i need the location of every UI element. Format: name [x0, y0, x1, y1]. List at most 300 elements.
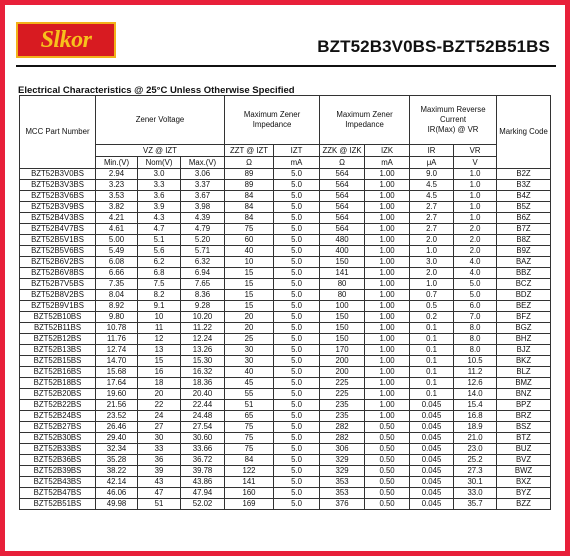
cell-vr: 33.0	[454, 488, 497, 499]
cell-ir: 0.7	[410, 290, 454, 301]
header-row-units	[20, 157, 551, 169]
cell-vr: 6.0	[454, 301, 497, 312]
cell-ir: 2.7	[410, 213, 454, 224]
cell-zzt: 84	[225, 455, 274, 466]
cell-vz-min: 21.56	[96, 400, 138, 411]
cell-izk: 1.00	[365, 257, 410, 268]
cell-ir: 4.5	[410, 191, 454, 202]
cell-marking-code: B8Z	[497, 235, 551, 246]
table-row	[20, 378, 551, 389]
cell-part-number: BZT52B3V3BS	[20, 180, 96, 191]
cell-marking-code: BMZ	[497, 378, 551, 389]
cell-izk: 0.50	[365, 477, 410, 488]
cell-vz-nom: 51	[138, 499, 181, 510]
cell-vz-min: 32.34	[96, 444, 138, 455]
cell-part-number: BZT52B4V3BS	[20, 213, 96, 224]
cell-izt: 5.0	[274, 433, 320, 444]
cell-ir: 0.045	[410, 433, 454, 444]
cell-vz-max: 18.36	[181, 378, 225, 389]
table-row	[20, 345, 551, 356]
cell-zzk: 150	[320, 312, 365, 323]
cell-vz-nom: 7.5	[138, 279, 181, 290]
cell-izk: 1.00	[365, 202, 410, 213]
unit-izt-ma: mA	[274, 157, 320, 169]
cell-ir: 1.0	[410, 246, 454, 257]
cell-marking-code: BYZ	[497, 488, 551, 499]
cell-part-number: BZT52B3V9BS	[20, 202, 96, 213]
cell-zzk: 353	[320, 488, 365, 499]
header-zzk-at-izk: ZZK @ IZK	[320, 145, 365, 157]
cell-izt: 5.0	[274, 422, 320, 433]
cell-vz-nom: 6.8	[138, 268, 181, 279]
cell-ir: 2.7	[410, 202, 454, 213]
cell-izk: 1.00	[365, 334, 410, 345]
cell-izt: 5.0	[274, 224, 320, 235]
cell-vz-min: 8.92	[96, 301, 138, 312]
cell-marking-code: BSZ	[497, 422, 551, 433]
cell-zzk: 80	[320, 279, 365, 290]
table-row	[20, 488, 551, 499]
cell-izt: 5.0	[274, 268, 320, 279]
cell-marking-code: BJZ	[497, 345, 551, 356]
cell-vr: 25.2	[454, 455, 497, 466]
cell-vz-min: 3.23	[96, 180, 138, 191]
cell-vz-nom: 6.2	[138, 257, 181, 268]
cell-zzk: 329	[320, 466, 365, 477]
table-row	[20, 268, 551, 279]
cell-vr: 1.0	[454, 202, 497, 213]
cell-zzk: 400	[320, 246, 365, 257]
cell-part-number: BZT52B39BS	[20, 466, 96, 477]
cell-part-number: BZT52B6V2BS	[20, 257, 96, 268]
cell-vr: 8.0	[454, 323, 497, 334]
cell-izk: 1.00	[365, 290, 410, 301]
cell-vz-min: 29.40	[96, 433, 138, 444]
header-max-zener-impedance: Maximum Zener Impedance	[225, 96, 320, 145]
cell-vr: 1.0	[454, 191, 497, 202]
table-row	[20, 444, 551, 455]
cell-vz-max: 16.32	[181, 367, 225, 378]
table-row	[20, 334, 551, 345]
cell-izk: 1.00	[365, 367, 410, 378]
cell-vr: 1.0	[454, 169, 497, 180]
cell-izk: 0.50	[365, 466, 410, 477]
cell-vz-max: 27.54	[181, 422, 225, 433]
cell-zzt: 75	[225, 444, 274, 455]
cell-vz-max: 3.06	[181, 169, 225, 180]
cell-marking-code: B3Z	[497, 180, 551, 191]
cell-ir: 0.045	[410, 455, 454, 466]
cell-vz-nom: 13	[138, 345, 181, 356]
cell-zzt: 75	[225, 433, 274, 444]
cell-izk: 0.50	[365, 422, 410, 433]
cell-vz-max: 11.22	[181, 323, 225, 334]
header-max-zener-impedance-2: Maximum Zener Impedance	[320, 96, 410, 145]
cell-vz-min: 9.80	[96, 312, 138, 323]
cell-vz-max: 13.26	[181, 345, 225, 356]
cell-ir: 0.1	[410, 356, 454, 367]
cell-ir: 0.1	[410, 378, 454, 389]
cell-vz-max: 3.67	[181, 191, 225, 202]
section-title: Electrical Characteristics @ 25°C Unless Otherwise Specified	[18, 85, 295, 96]
cell-izk: 1.00	[365, 268, 410, 279]
cell-izk: 1.00	[365, 356, 410, 367]
table-row	[20, 180, 551, 191]
cell-vz-min: 46.06	[96, 488, 138, 499]
cell-izk: 1.00	[365, 378, 410, 389]
cell-part-number: BZT52B7V5BS	[20, 279, 96, 290]
cell-marking-code: BVZ	[497, 455, 551, 466]
cell-zzk: 564	[320, 191, 365, 202]
cell-ir: 0.045	[410, 477, 454, 488]
table-row	[20, 411, 551, 422]
cell-vr: 35.7	[454, 499, 497, 510]
cell-izt: 5.0	[274, 323, 320, 334]
cell-izk: 1.00	[365, 213, 410, 224]
cell-part-number: BZT52B18BS	[20, 378, 96, 389]
cell-vz-nom: 9.1	[138, 301, 181, 312]
cell-vz-max: 20.40	[181, 389, 225, 400]
cell-marking-code: BGZ	[497, 323, 551, 334]
cell-zzt: 89	[225, 180, 274, 191]
header-divider	[16, 65, 556, 67]
cell-marking-code: B9Z	[497, 246, 551, 257]
datasheet-header	[16, 16, 556, 66]
unit-max-v: Max.(V)	[181, 157, 225, 169]
cell-marking-code: BHZ	[497, 334, 551, 345]
cell-vz-min: 10.78	[96, 323, 138, 334]
cell-zzt: 10	[225, 257, 274, 268]
cell-vz-max: 9.28	[181, 301, 225, 312]
cell-part-number: BZT52B27BS	[20, 422, 96, 433]
cell-ir: 0.1	[410, 345, 454, 356]
cell-vz-nom: 5.1	[138, 235, 181, 246]
cell-vr: 1.0	[454, 180, 497, 191]
cell-vz-min: 2.94	[96, 169, 138, 180]
cell-zzt: 30	[225, 356, 274, 367]
cell-vz-nom: 24	[138, 411, 181, 422]
cell-zzk: 564	[320, 180, 365, 191]
cell-ir: 9.0	[410, 169, 454, 180]
slkor-logo	[16, 22, 116, 58]
cell-vz-min: 49.98	[96, 499, 138, 510]
cell-vz-max: 15.30	[181, 356, 225, 367]
cell-vr: 23.0	[454, 444, 497, 455]
cell-ir: 0.1	[410, 323, 454, 334]
cell-izk: 1.00	[365, 169, 410, 180]
cell-vz-max: 24.48	[181, 411, 225, 422]
cell-vz-max: 47.94	[181, 488, 225, 499]
cell-vz-max: 6.32	[181, 257, 225, 268]
cell-marking-code: BKZ	[497, 356, 551, 367]
cell-vz-nom: 20	[138, 389, 181, 400]
cell-izk: 0.50	[365, 499, 410, 510]
header-row-params	[20, 145, 551, 157]
cell-marking-code: BPZ	[497, 400, 551, 411]
cell-vr: 8.0	[454, 345, 497, 356]
header-zzt-at-izt: ZZT @ IZT	[225, 145, 274, 157]
cell-zzt: 15	[225, 290, 274, 301]
cell-part-number: BZT52B36BS	[20, 455, 96, 466]
cell-ir: 0.045	[410, 400, 454, 411]
cell-vr: 2.0	[454, 224, 497, 235]
cell-zzt: 40	[225, 246, 274, 257]
cell-vz-nom: 3.6	[138, 191, 181, 202]
cell-zzk: 480	[320, 235, 365, 246]
cell-zzt: 160	[225, 488, 274, 499]
cell-ir: 0.045	[410, 422, 454, 433]
cell-vz-max: 39.78	[181, 466, 225, 477]
cell-izk: 0.50	[365, 488, 410, 499]
cell-zzt: 45	[225, 378, 274, 389]
cell-izt: 5.0	[274, 411, 320, 422]
table-body	[20, 169, 551, 510]
cell-part-number: BZT52B10BS	[20, 312, 96, 323]
table-row	[20, 257, 551, 268]
cell-vz-min: 5.49	[96, 246, 138, 257]
cell-zzt: 75	[225, 224, 274, 235]
cell-zzk: 150	[320, 334, 365, 345]
cell-izt: 5.0	[274, 455, 320, 466]
cell-zzk: 564	[320, 213, 365, 224]
cell-izk: 1.00	[365, 224, 410, 235]
cell-zzk: 235	[320, 400, 365, 411]
cell-zzt: 15	[225, 301, 274, 312]
cell-izt: 5.0	[274, 213, 320, 224]
table-row	[20, 433, 551, 444]
cell-vz-max: 5.71	[181, 246, 225, 257]
cell-izt: 5.0	[274, 378, 320, 389]
cell-ir: 0.045	[410, 444, 454, 455]
cell-vz-max: 22.44	[181, 400, 225, 411]
cell-vz-nom: 3.0	[138, 169, 181, 180]
table-row	[20, 290, 551, 301]
cell-marking-code: BXZ	[497, 477, 551, 488]
cell-vz-min: 19.60	[96, 389, 138, 400]
cell-vr: 16.8	[454, 411, 497, 422]
table-row	[20, 455, 551, 466]
cell-zzt: 84	[225, 191, 274, 202]
table-row	[20, 301, 551, 312]
cell-vz-max: 7.65	[181, 279, 225, 290]
cell-zzt: 84	[225, 202, 274, 213]
cell-vz-nom: 15	[138, 356, 181, 367]
cell-vz-min: 38.22	[96, 466, 138, 477]
header-izk: IZK	[365, 145, 410, 157]
cell-vz-max: 52.02	[181, 499, 225, 510]
cell-vz-max: 36.72	[181, 455, 225, 466]
cell-izt: 5.0	[274, 257, 320, 268]
cell-vz-min: 5.00	[96, 235, 138, 246]
cell-part-number: BZT52B9V1BS	[20, 301, 96, 312]
cell-vr: 5.0	[454, 279, 497, 290]
cell-vz-min: 35.28	[96, 455, 138, 466]
table-row	[20, 477, 551, 488]
cell-part-number: BZT52B43BS	[20, 477, 96, 488]
cell-izt: 5.0	[274, 466, 320, 477]
cell-izt: 5.0	[274, 488, 320, 499]
header-vr: VR	[454, 145, 497, 157]
cell-vr: 8.0	[454, 334, 497, 345]
cell-part-number: BZT52B5V6BS	[20, 246, 96, 257]
cell-marking-code: BZZ	[497, 499, 551, 510]
cell-vr: 7.0	[454, 312, 497, 323]
part-range-title: BZT52B3V0BS-BZT52B51BS	[317, 37, 550, 56]
cell-izt: 5.0	[274, 246, 320, 257]
cell-part-number: BZT52B20BS	[20, 389, 96, 400]
cell-izt: 5.0	[274, 301, 320, 312]
cell-zzk: 80	[320, 290, 365, 301]
cell-vz-min: 17.64	[96, 378, 138, 389]
cell-vz-min: 3.82	[96, 202, 138, 213]
cell-zzt: 51	[225, 400, 274, 411]
cell-zzt: 40	[225, 367, 274, 378]
cell-vz-nom: 3.9	[138, 202, 181, 213]
table-row	[20, 499, 551, 510]
cell-izt: 5.0	[274, 477, 320, 488]
cell-marking-code: BCZ	[497, 279, 551, 290]
cell-marking-code: B5Z	[497, 202, 551, 213]
cell-marking-code: BUZ	[497, 444, 551, 455]
header-ir: IR	[410, 145, 454, 157]
cell-vz-nom: 22	[138, 400, 181, 411]
cell-vz-nom: 4.7	[138, 224, 181, 235]
cell-marking-code: BTZ	[497, 433, 551, 444]
cell-vz-min: 4.61	[96, 224, 138, 235]
cell-vz-min: 12.74	[96, 345, 138, 356]
cell-part-number: BZT52B6V8BS	[20, 268, 96, 279]
cell-marking-code: BEZ	[497, 301, 551, 312]
cell-zzk: 282	[320, 422, 365, 433]
cell-ir: 1.0	[410, 279, 454, 290]
cell-zzt: 84	[225, 213, 274, 224]
cell-izk: 0.50	[365, 455, 410, 466]
cell-vz-max: 4.79	[181, 224, 225, 235]
cell-izt: 5.0	[274, 356, 320, 367]
header-marking-code: Marking Code	[497, 96, 551, 169]
cell-vr: 5.0	[454, 290, 497, 301]
cell-vr: 4.0	[454, 268, 497, 279]
cell-marking-code: BWZ	[497, 466, 551, 477]
table-row	[20, 224, 551, 235]
cell-vr: 10.5	[454, 356, 497, 367]
cell-vz-max: 12.24	[181, 334, 225, 345]
cell-zzt: 89	[225, 169, 274, 180]
cell-zzt: 20	[225, 323, 274, 334]
table-row	[20, 213, 551, 224]
cell-ir: 0.045	[410, 488, 454, 499]
table-row	[20, 466, 551, 477]
cell-zzk: 100	[320, 301, 365, 312]
cell-part-number: BZT52B24BS	[20, 411, 96, 422]
cell-vz-max: 5.20	[181, 235, 225, 246]
header-vz-at-izt: VZ @ IZT	[96, 145, 225, 157]
cell-marking-code: B6Z	[497, 213, 551, 224]
table-row	[20, 202, 551, 213]
unit-zzt-ohm: Ω	[225, 157, 274, 169]
cell-marking-code: BFZ	[497, 312, 551, 323]
cell-zzk: 200	[320, 356, 365, 367]
cell-zzt: 75	[225, 422, 274, 433]
cell-zzk: 564	[320, 202, 365, 213]
cell-izk: 1.00	[365, 246, 410, 257]
cell-izt: 5.0	[274, 345, 320, 356]
cell-ir: 0.045	[410, 499, 454, 510]
cell-izt: 5.0	[274, 180, 320, 191]
cell-vz-min: 7.35	[96, 279, 138, 290]
table-row	[20, 400, 551, 411]
cell-marking-code: BAZ	[497, 257, 551, 268]
cell-part-number: BZT52B3V0BS	[20, 169, 96, 180]
cell-izk: 1.00	[365, 411, 410, 422]
cell-vz-min: 14.70	[96, 356, 138, 367]
cell-zzk: 329	[320, 455, 365, 466]
table-row	[20, 323, 551, 334]
cell-marking-code: B4Z	[497, 191, 551, 202]
cell-ir: 2.0	[410, 268, 454, 279]
cell-vr: 30.1	[454, 477, 497, 488]
cell-vz-max: 8.36	[181, 290, 225, 301]
cell-vz-min: 11.76	[96, 334, 138, 345]
cell-vr: 11.2	[454, 367, 497, 378]
cell-part-number: BZT52B33BS	[20, 444, 96, 455]
cell-vr: 15.4	[454, 400, 497, 411]
table-row	[20, 246, 551, 257]
cell-zzt: 25	[225, 334, 274, 345]
cell-vz-nom: 10	[138, 312, 181, 323]
cell-izk: 1.00	[365, 235, 410, 246]
cell-izt: 5.0	[274, 312, 320, 323]
cell-part-number: BZT52B16BS	[20, 367, 96, 378]
cell-izt: 5.0	[274, 290, 320, 301]
cell-zzt: 55	[225, 389, 274, 400]
cell-vz-nom: 43	[138, 477, 181, 488]
cell-vr: 2.0	[454, 246, 497, 257]
cell-vz-max: 6.94	[181, 268, 225, 279]
cell-zzk: 235	[320, 411, 365, 422]
cell-part-number: BZT52B47BS	[20, 488, 96, 499]
cell-ir: 2.7	[410, 224, 454, 235]
cell-izt: 5.0	[274, 367, 320, 378]
table-row	[20, 389, 551, 400]
cell-vz-nom: 16	[138, 367, 181, 378]
table-row	[20, 169, 551, 180]
header-zener-voltage: Zener Voltage	[96, 96, 225, 145]
cell-zzt: 20	[225, 312, 274, 323]
table-row	[20, 422, 551, 433]
cell-zzt: 15	[225, 268, 274, 279]
cell-part-number: BZT52B11BS	[20, 323, 96, 334]
cell-vr: 4.0	[454, 257, 497, 268]
cell-vz-max: 33.66	[181, 444, 225, 455]
cell-vz-min: 6.66	[96, 268, 138, 279]
unit-ir-ua: μA	[410, 157, 454, 169]
table-row	[20, 356, 551, 367]
cell-vz-nom: 39	[138, 466, 181, 477]
cell-ir: 0.045	[410, 411, 454, 422]
cell-zzk: 564	[320, 224, 365, 235]
cell-vz-min: 23.52	[96, 411, 138, 422]
cell-izt: 5.0	[274, 400, 320, 411]
cell-ir: 0.1	[410, 389, 454, 400]
cell-izk: 1.00	[365, 191, 410, 202]
cell-vr: 1.0	[454, 213, 497, 224]
cell-vr: 2.0	[454, 235, 497, 246]
unit-min-v: Min.(V)	[96, 157, 138, 169]
cell-zzt: 15	[225, 279, 274, 290]
cell-zzk: 170	[320, 345, 365, 356]
cell-vz-max: 43.86	[181, 477, 225, 488]
